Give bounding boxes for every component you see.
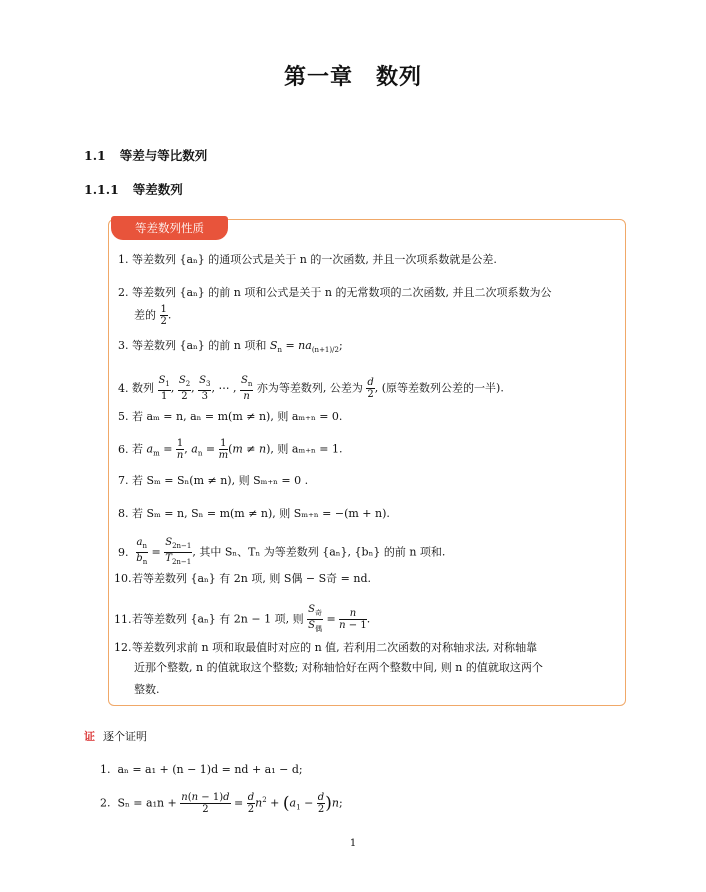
proof-text: 逐个证明 — [103, 730, 147, 743]
fraction: $\frac{S_2}{2}$ — [178, 375, 191, 402]
section-number: 1.1 — [84, 148, 106, 163]
list-item: 6. 若 $a_m$ = $\frac{1}{n}$ , $a_n$ = $\frac{1}{m}$ (m ≠ n), 则 aₘ₊ₙ = 1. — [118, 438, 343, 461]
fraction: $\frac{a_n}{b_n}$ — [136, 537, 148, 566]
list-item: 12.等差数列求前 n 项和取最值时对应的 n 值, 若利用二次函数的对称轴求法, 对称轴靠 — [114, 641, 538, 654]
proof-label: 证 — [84, 730, 95, 743]
item-text: 等差数列 {aₙ} 的前 n 项和 — [132, 339, 267, 352]
properties-box-tab: 等差数列性质 — [111, 216, 228, 240]
fraction: $\frac{1}{m}$ — [218, 438, 229, 461]
fraction: $\frac{1}{n}$ — [176, 438, 184, 461]
fraction: $\frac{1}{2}$ — [160, 304, 167, 327]
list-item: 4. 数列 $\frac{S_1}{1}$ , $\frac{S_2}{2}$ , $\frac{S_3}{3}$ , ⋯ , $\frac{S_n}{n}$ 亦为等差数列, 公差为 $\frac{d}{2}$ , (原等差数列公差的一半). — [118, 375, 504, 402]
item-text: 若 Sₘ = Sₙ(m ≠ n), 则 Sₘ₊ₙ = 0 . — [132, 474, 309, 487]
proof-item: 2. Sₙ = a₁n + $\frac{n(n - 1)d}{2}$ = $\frac{d}{2}$ $n^2 + (a_1$ − $\frac{d}{2}$ )n; — [100, 792, 343, 815]
fraction: $\frac{d}{2}$ — [247, 792, 255, 815]
item-text: 等差数列求前 n 项和取最值时对应的 n 值, 若利用二次函数的对称轴求法, 对称轴靠 — [132, 641, 538, 654]
item-text: 等差数列 {aₙ} 的前 n 项和公式是关于 n 的无常数项的二次函数, 并且二次项系数为公 — [132, 286, 552, 299]
fraction: $\frac{S_{2n-1}}{T_{2n-1}}$ — [165, 537, 192, 566]
page-number: 1 — [349, 838, 357, 849]
list-item: 10.若等差数列 {aₙ} 有 2n 项, 则 S偶 − S奇 = nd. — [114, 572, 371, 585]
fraction: $\frac{S_1}{1}$ — [158, 375, 170, 402]
list-item: 9. $\frac{a_n}{b_n}$ = $\frac{S_{2n-1}}{T_{2n-1}}$ , 其中 Sₙ、Tₙ 为等差数列 {aₙ}, {bₙ} 的前 n 项和. — [118, 537, 446, 566]
list-item: 7. 若 Sₘ = Sₙ(m ≠ n), 则 Sₘ₊ₙ = 0 . — [118, 474, 309, 487]
list-item: 8. 若 Sₘ = n, Sₙ = m(m ≠ n), 则 Sₘ₊ₙ = −(m + n). — [118, 507, 390, 520]
fraction: $\frac{d}{2}$ — [367, 377, 374, 400]
list-item: 11.若等差数列 {aₙ} 有 2n − 1 项, 则 $\frac{S_奇}{S_偶}$ = $\frac{n}{n - 1}$ . — [114, 604, 371, 633]
fraction: $\frac{S_奇}{S_偶}$ — [308, 604, 322, 633]
list-item-continuation: 差的 $\frac{1}{2}$ . — [134, 304, 172, 327]
proof-heading — [84, 728, 147, 744]
list-item-continuation: 近那个整数, n 的值就取这个整数; 对称轴恰好在两个整数中间, 则 n 的值就取这两个 — [134, 661, 543, 674]
item-text: 若等差数列 {aₙ} 有 2n 项, 则 S偶 − S奇 = nd. — [132, 572, 371, 585]
item-text: 若 aₘ = n, aₙ = m(m ≠ n), 则 aₘ₊ₙ = 0. — [132, 410, 343, 423]
fraction: $\frac{n(n - 1)d}{2}$ — [181, 792, 230, 815]
subsection-number: 1.1.1 — [84, 182, 119, 197]
subsection-title: 等差数列 — [132, 182, 183, 197]
fraction: $\frac{d}{2}$ — [317, 792, 325, 815]
item-text: 若 Sₘ = n, Sₙ = m(m ≠ n), 则 Sₘ₊ₙ = −(m + n). — [132, 507, 390, 520]
list-item: 5. 若 aₘ = n, aₙ = m(m ≠ n), 则 aₘ₊ₙ = 0. — [118, 410, 343, 423]
list-item: 1. 等差数列 {aₙ} 的通项公式是关于 n 的一次函数, 并且一次项系数就是公差. — [118, 253, 497, 266]
chapter-title: 第一章 数列 — [283, 65, 422, 90]
list-item: 3. 等差数列 {aₙ} 的前 n 项和 $S_n = na_{(n+1)/2}$; — [118, 339, 343, 355]
proof-item: 1. aₙ = a₁ + (n − 1)d = nd + a₁ − d; — [100, 763, 303, 776]
fraction: $\frac{S_3}{3}$ — [199, 375, 211, 402]
item-text: 等差数列 {aₙ} 的通项公式是关于 n 的一次函数, 并且一次项系数就是公差. — [132, 253, 497, 266]
fraction: $\frac{n}{n - 1}$ — [339, 608, 367, 631]
list-item-continuation: 整数. — [134, 683, 160, 696]
section-heading — [84, 146, 207, 164]
fraction: $\frac{S_n}{n}$ — [240, 375, 253, 402]
list-item: 2. 等差数列 {aₙ} 的前 n 项和公式是关于 n 的无常数项的二次函数, 并且二次项系数为公 — [118, 286, 552, 299]
subsection-heading — [84, 180, 183, 198]
section-title: 等差与等比数列 — [119, 148, 208, 163]
